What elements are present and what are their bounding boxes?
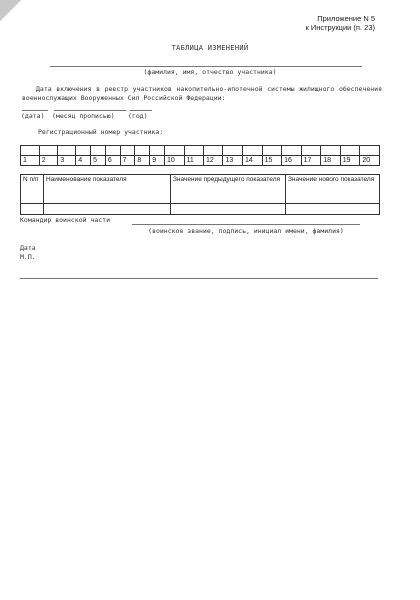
grid-number: 11 bbox=[184, 156, 203, 166]
indicators-header-row bbox=[21, 175, 380, 204]
grid-number: 5 bbox=[91, 156, 106, 166]
grid-number: 14 bbox=[243, 156, 263, 166]
fio-caption: (фамилия, имя, отчество участника) bbox=[143, 68, 277, 76]
month-caption: (месяц прописью) bbox=[52, 112, 115, 120]
table-cell bbox=[286, 204, 380, 215]
indicators-table bbox=[20, 174, 380, 215]
grid-number: 6 bbox=[105, 156, 120, 166]
grid-cell bbox=[184, 146, 203, 156]
grid-cell bbox=[58, 146, 76, 156]
registration-grid bbox=[20, 145, 380, 166]
grid-number: 18 bbox=[321, 156, 341, 166]
appendix-header bbox=[305, 14, 375, 32]
grid-cell bbox=[262, 146, 282, 156]
grid-cell bbox=[21, 146, 40, 156]
grid-cell bbox=[360, 146, 380, 156]
page-title: ТАБЛИЦА ИЗМЕНЕНИЙ bbox=[171, 44, 249, 52]
grid-number: 15 bbox=[262, 156, 282, 166]
grid-number: 8 bbox=[135, 156, 150, 166]
appendix-line-2: к Инструкции (п. 23) bbox=[305, 23, 375, 32]
grid-number: 12 bbox=[203, 156, 223, 166]
grid-cell bbox=[203, 146, 223, 156]
grid-number: 17 bbox=[301, 156, 321, 166]
grid-cell bbox=[120, 146, 135, 156]
registration-empty-row bbox=[21, 146, 380, 156]
table-cell bbox=[21, 204, 44, 215]
date-caption: (дата) bbox=[21, 112, 45, 120]
grid-cell bbox=[76, 146, 91, 156]
grid-cell bbox=[91, 146, 106, 156]
grid-cell bbox=[135, 146, 150, 156]
appendix-line-1: Приложение N 5 bbox=[317, 14, 375, 23]
grid-cell bbox=[223, 146, 243, 156]
commander-label: Командир воинской части bbox=[20, 216, 111, 224]
date-line bbox=[22, 110, 48, 111]
grid-number: 13 bbox=[223, 156, 243, 166]
commander-line bbox=[132, 224, 360, 225]
grid-cell bbox=[150, 146, 165, 156]
year-line bbox=[130, 110, 152, 111]
grid-number: 20 bbox=[360, 156, 380, 166]
grid-number: 9 bbox=[150, 156, 165, 166]
grid-number: 19 bbox=[340, 156, 360, 166]
grid-number: 3 bbox=[58, 156, 76, 166]
fio-line bbox=[50, 66, 362, 67]
grid-cell bbox=[243, 146, 263, 156]
col-header-new: Значение нового показателя bbox=[286, 175, 380, 204]
col-header-number: N п/п bbox=[21, 175, 44, 204]
col-header-previous: Значение предыдущего показателя bbox=[171, 175, 286, 204]
grid-cell bbox=[340, 146, 360, 156]
grid-number: 7 bbox=[120, 156, 135, 166]
grid-number: 16 bbox=[282, 156, 302, 166]
footer-line bbox=[20, 278, 378, 279]
grid-cell bbox=[301, 146, 321, 156]
registration-number-row bbox=[21, 156, 380, 166]
registration-label: Регистрационный номер участника: bbox=[38, 128, 164, 136]
table-cell bbox=[44, 204, 171, 215]
watermark-text: NoNumber.ru bbox=[6, 4, 52, 51]
grid-cell bbox=[39, 146, 58, 156]
grid-number: 2 bbox=[39, 156, 58, 166]
month-line bbox=[54, 110, 126, 111]
grid-cell bbox=[105, 146, 120, 156]
table-cell bbox=[171, 204, 286, 215]
col-header-name: Наименование показателя bbox=[44, 175, 171, 204]
date-label: Дата bbox=[20, 244, 36, 252]
stamp-label: М.П. bbox=[20, 253, 36, 261]
grid-cell bbox=[321, 146, 341, 156]
grid-number: 10 bbox=[164, 156, 184, 166]
commander-caption: (воинское звание, подпись, инициал имени, фамилия) bbox=[148, 227, 344, 235]
grid-cell bbox=[164, 146, 184, 156]
grid-number: 1 bbox=[21, 156, 40, 166]
grid-number: 4 bbox=[76, 156, 91, 166]
grid-cell bbox=[282, 146, 302, 156]
inclusion-paragraph: Дата включения в реестр участников накопительно-ипотечной системы жилищного обеспечения военнослужащих Вооруженных Сил Российской Федерации: bbox=[22, 85, 382, 102]
indicators-blank-row bbox=[21, 204, 380, 215]
year-caption: (год) bbox=[128, 112, 148, 120]
